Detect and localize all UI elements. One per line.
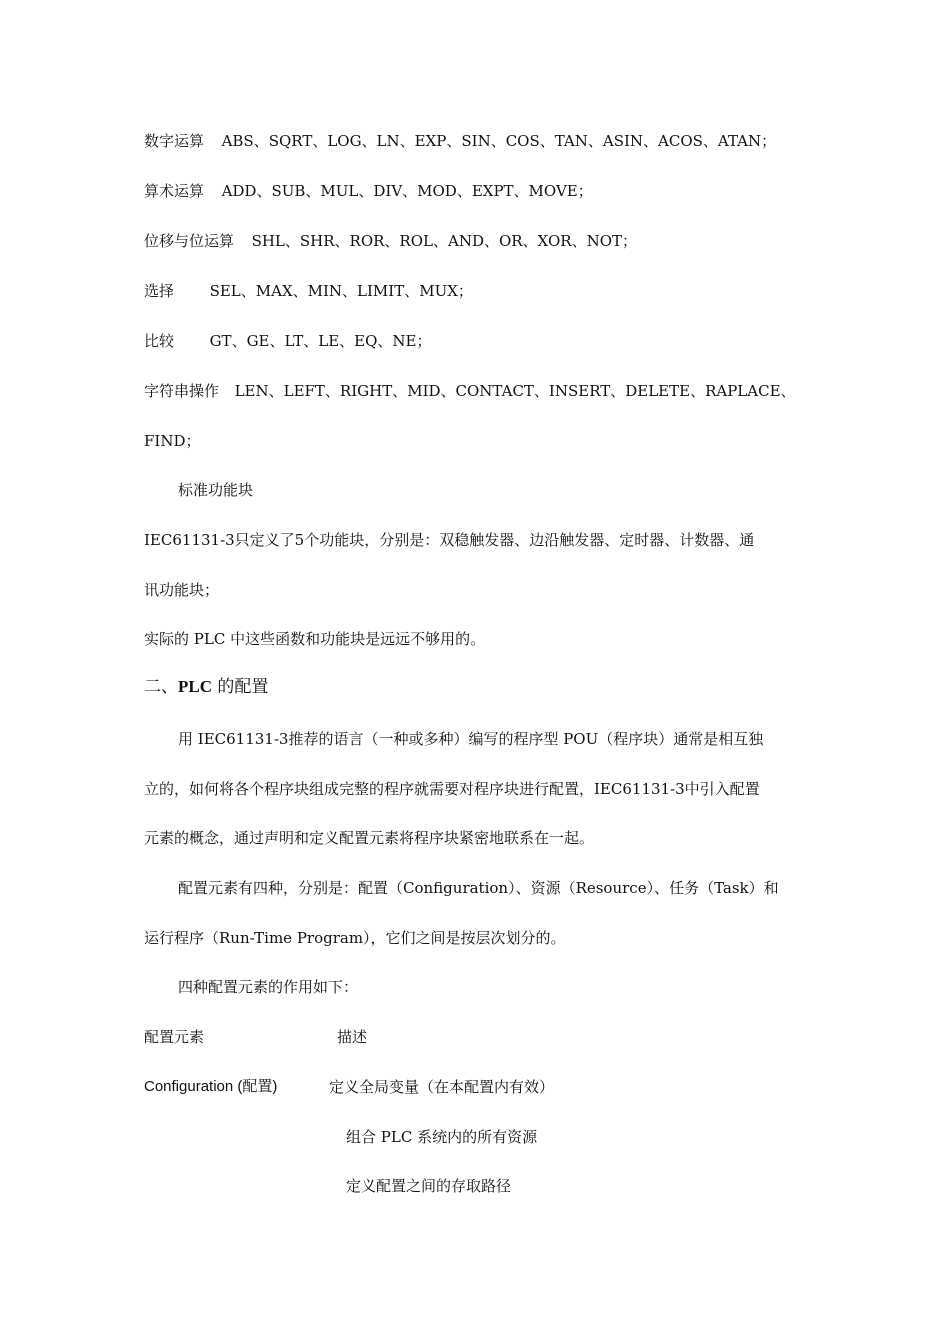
std-fb-line-1: IEC61131-3只定义了5个功能块，分别是：双稳触发器、边沿触发器、定时器、计数器、通 xyxy=(144,531,755,549)
func-row-select xyxy=(144,281,473,301)
func-row-compare xyxy=(144,331,431,351)
table-row-desc-1: 定义全局变量（在本配置内有效） xyxy=(329,1078,555,1096)
para1-line-2: 立的，如何将各个程序块组成完整的程序就需要对程序块进行配置，IEC61131-3中引入配置 xyxy=(144,780,760,798)
table-header-element: 配置元素 xyxy=(144,1028,205,1046)
table-row-desc-2: 组合 PLC 系统内的所有资源 xyxy=(346,1128,538,1146)
func-label: 数字运算 xyxy=(144,132,205,150)
para1-line-1: 用 IEC61131-3推荐的语言（一种或多种）编写的程序型 POU（程序块）通常是相互独 xyxy=(178,730,764,748)
func-label: 算术运算 xyxy=(144,182,205,200)
table-row-element: Configuration (配置) xyxy=(144,1078,278,1095)
table-row-desc-3: 定义配置之间的存取路径 xyxy=(346,1177,512,1195)
table-header-desc: 描述 xyxy=(337,1028,368,1046)
func-label: 比较 xyxy=(144,332,175,350)
roles-intro: 四种配置元素的作用如下： xyxy=(178,978,359,996)
func-items: ADD、SUB、MUL、DIV、MOD、EXPT、MOVE； xyxy=(221,182,593,200)
heading-suffix: 的配置 xyxy=(212,677,269,697)
func-items: LEN、LEFT、RIGHT、MID、CONTACT、INSERT、DELETE、RAPLACE、 xyxy=(234,382,796,400)
func-label: 字符串操作 xyxy=(144,382,220,400)
para1-line-3: 元素的概念，通过声明和定义配置元素将程序块紧密地联系在一起。 xyxy=(144,829,595,847)
section-heading xyxy=(144,677,268,697)
func-label: 选择 xyxy=(144,282,175,300)
para2-line-2: 运行程序（Run-Time Program），它们之间是按层次划分的。 xyxy=(144,929,566,947)
func-items: ABS、SQRT、LOG、LN、EXP、SIN、COS、TAN、ASIN、ACOS、ATAN； xyxy=(221,132,777,150)
func-items: SHL、SHR、ROR、ROL、AND、OR、XOR、NOT； xyxy=(251,232,637,250)
func-row-bitshift xyxy=(144,231,637,251)
func-items: GT、GE、LT、LE、EQ、NE； xyxy=(209,332,432,350)
std-fb-title: 标准功能块 xyxy=(178,481,254,499)
func-items: SEL、MAX、MIN、LIMIT、MUX； xyxy=(209,282,473,300)
func-label: 位移与位运算 xyxy=(144,232,235,250)
func-row-string xyxy=(144,381,796,401)
std-fb-line-2: 讯功能块； xyxy=(144,581,220,599)
para2-line-1: 配置元素有四种，分别是：配置（Configuration）、资源（Resource）、任务（Task）和 xyxy=(178,879,779,897)
heading-bold: PLC xyxy=(178,677,212,696)
heading-prefix: 二、 xyxy=(144,677,178,697)
actual-note: 实际的 PLC 中这些函数和功能块是远远不够用的。 xyxy=(144,630,486,648)
func-row-math xyxy=(144,131,776,151)
func-row-string-cont: FIND； xyxy=(144,432,201,450)
func-row-arith xyxy=(144,181,593,201)
